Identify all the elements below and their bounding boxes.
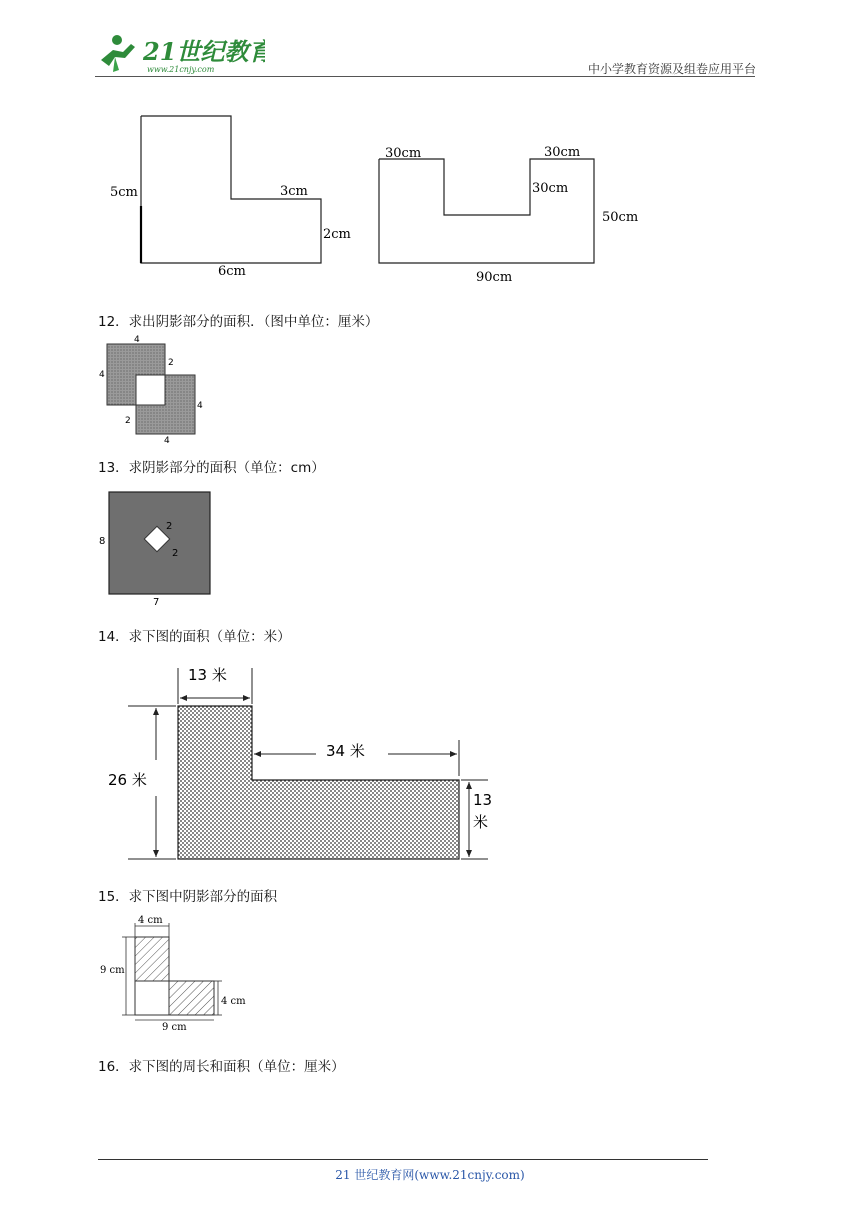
q12-label-upper-right: 2 xyxy=(168,358,174,368)
q14-label-height: 26 米 xyxy=(108,771,147,789)
u-shape-figure-b xyxy=(379,159,594,263)
site-logo xyxy=(95,30,265,78)
arrow-head-icon xyxy=(153,708,159,715)
arrow-head-icon xyxy=(450,751,457,757)
fig-b-label-notch-depth: 30cm xyxy=(532,181,569,196)
arrow-head-icon xyxy=(180,695,187,701)
fig-a-label-step: 3cm xyxy=(280,184,308,199)
l-shape-dotted-area xyxy=(178,706,459,859)
q13-label-square-side-2: 2 xyxy=(172,548,179,559)
question-15-text: 15．求下图中阴影部分的面积 xyxy=(98,889,278,905)
fig-a-label-left: 5cm xyxy=(110,185,138,200)
question-16-text: 16．求下图的周长和面积（单位：厘米） xyxy=(98,1059,345,1075)
q13-label-width: 7 xyxy=(153,597,160,608)
q15-label-bottom: 9 cm xyxy=(162,1022,187,1033)
footer-link-text[interactable]: 21 世纪教育网(www.21cnjy.com) xyxy=(335,1168,525,1182)
logo-title: 21世纪教育 xyxy=(143,37,265,66)
arrow-head-icon xyxy=(466,850,472,857)
q13-label-height: 8 xyxy=(99,536,106,547)
fig-b-label-bottom: 90cm xyxy=(476,270,513,285)
header-platform-text: 中小学教育资源及组卷应用平台 xyxy=(587,62,756,76)
question-13-text: 13．求阴影部分的面积（单位：cm） xyxy=(98,460,325,476)
header-divider xyxy=(95,76,755,77)
q13-label-square-side-1: 2 xyxy=(166,521,173,532)
q15-label-left: 9 cm xyxy=(100,965,125,976)
q14-label-step-width: 34 米 xyxy=(326,742,365,760)
q12-label-bottom: 4 xyxy=(164,436,170,446)
arrow-head-icon xyxy=(466,782,472,789)
question-14-text: 14．求下图的面积（单位：米） xyxy=(98,629,291,645)
q15-label-top: 4 cm xyxy=(138,915,163,926)
q14-label-top-width: 13 米 xyxy=(188,666,227,684)
q12-label-right: 4 xyxy=(197,401,203,411)
question-12-text: 12．求出阴影部分的面积．（图中单位：厘米） xyxy=(98,314,379,330)
fig-a-label-bottom: 6cm xyxy=(218,264,246,279)
q12-label-lower-left: 2 xyxy=(125,416,131,426)
question-15-figure xyxy=(96,910,256,1035)
question-12-figure xyxy=(96,334,216,446)
question-14-figure xyxy=(100,656,510,868)
q14-label-right-unit: 米 xyxy=(473,813,489,831)
fig-b-label-top-right: 30cm xyxy=(544,145,581,160)
q15-label-right: 4 cm xyxy=(221,996,246,1007)
fig-b-label-right: 50cm xyxy=(602,210,639,225)
q14-label-right-number: 13 xyxy=(473,791,493,809)
white-corner-square xyxy=(135,981,169,1015)
q12-label-top: 4 xyxy=(134,335,140,345)
logo-subtitle: www.21cnjy.com xyxy=(147,65,215,74)
arrow-head-icon xyxy=(254,751,261,757)
footer-divider xyxy=(98,1159,708,1160)
shaded-rect-top xyxy=(135,937,169,981)
overlap-white-square xyxy=(136,375,165,405)
shaded-rect-bottom xyxy=(169,981,214,1015)
fig-a-label-right: 2cm xyxy=(323,227,351,242)
fig-b-label-top-left: 30cm xyxy=(385,146,422,161)
runner-logo-icon xyxy=(101,35,135,72)
question-13-figure xyxy=(96,488,221,610)
arrow-head-icon xyxy=(153,850,159,857)
q12-label-left: 4 xyxy=(99,370,105,380)
top-figures xyxy=(100,108,660,288)
arrow-head-icon xyxy=(243,695,250,701)
